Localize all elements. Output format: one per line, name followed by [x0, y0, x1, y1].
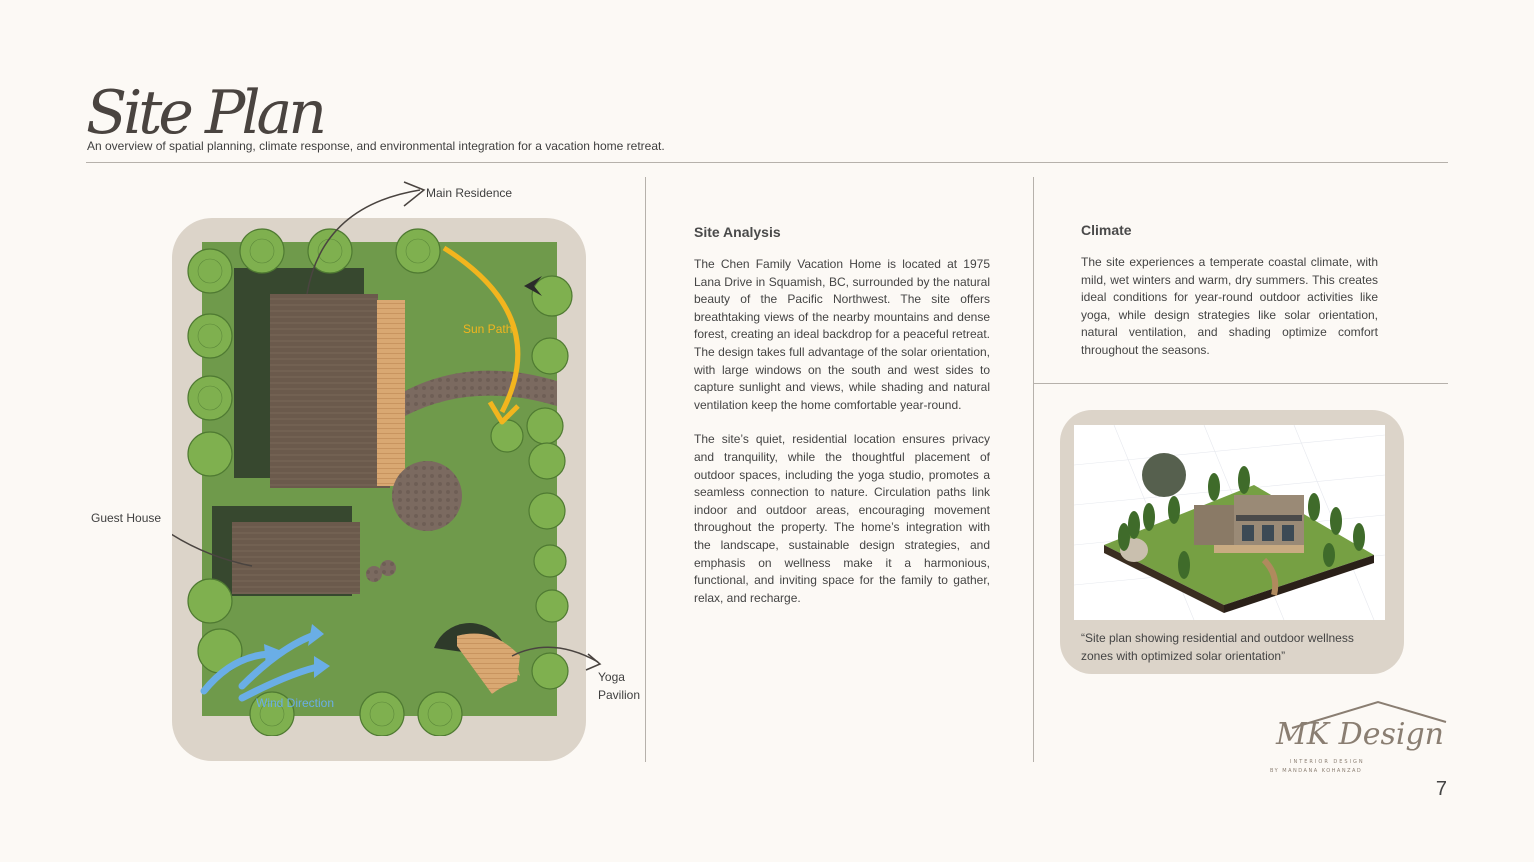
logo-line2: BY MANDANA KOHANZAD — [1270, 768, 1363, 774]
page-subtitle: An overview of spatial planning, climate response, and environmental integration for a vacation home retreat. — [87, 139, 665, 153]
site-analysis-heading: Site Analysis — [694, 224, 781, 240]
yoga-label-line2: Pavilion — [598, 688, 641, 702]
main-residence-label: Main Residence — [426, 186, 513, 200]
page-number: 7 — [1435, 778, 1447, 800]
wind-direction-label: Wind Direction — [256, 696, 335, 710]
page-title: Site Plan — [86, 78, 323, 148]
guest-house-label: Guest House — [91, 511, 162, 525]
site-render-image — [1074, 425, 1385, 620]
mk-design-logo — [1268, 698, 1454, 778]
logo-line1: INTERIOR DESIGN — [1290, 759, 1365, 765]
main-roof-south — [270, 358, 390, 488]
main-roof-north — [270, 294, 378, 358]
main-deck — [377, 300, 405, 486]
climate-text: The site experiences a temperate coastal climate, with mild, wet winters and warm, dry summers. This creates ideal conditions for year-round outdoor activities like yoga, while design strategies like solar orientation, natural ventilation, and shading optimize comfort throughout the seasons. — [1081, 255, 1378, 357]
column-divider-2 — [1033, 177, 1034, 762]
circular-patio — [392, 461, 462, 531]
site-analysis-paragraph-1: The Chen Family Vacation Home is located at 1975 Lana Drive in Squamish, BC, surrounded by the natural beauty of the Pacific Northwest. The site offers breathtaking views of the nearby mountains and dense forest, creating an ideal backdrop for a peaceful retreat. The design takes full advantage of the solar orientation, with large windows on the south and west sides to capture sunlight and views, while shading and natural ventilation keep the home comfortable year-round. — [694, 257, 990, 412]
sun-path-label: Sun Path — [463, 322, 513, 336]
climate-divider — [1034, 383, 1448, 384]
render-caption: “Site plan showing residential and outdoor wellness zones with optimized solar orientation” — [1081, 631, 1354, 663]
site-analysis-text — [694, 256, 990, 624]
site-analysis-paragraph-2: The site’s quiet, residential location ensures privacy and tranquility, while the thoughtful placement of outdoor spaces, including the yoga studio, promotes a seamless connection to nature. Circulation paths link indoor and outdoor areas, encouraging movement throughout the property. The home’s integration with the landscape, sustainable design strategies, and emphasis on wellness make it a harmonious, functional, and inviting space for the family to gather, relax, and recharge. — [694, 432, 990, 605]
header-divider — [86, 162, 1448, 163]
site-plan-drawing — [172, 176, 652, 736]
climate-heading: Climate — [1081, 222, 1132, 238]
yoga-label-line1: Yoga — [598, 670, 625, 684]
logo-wordmark: MK Design — [1276, 717, 1444, 752]
guest-house-roof — [232, 522, 360, 594]
